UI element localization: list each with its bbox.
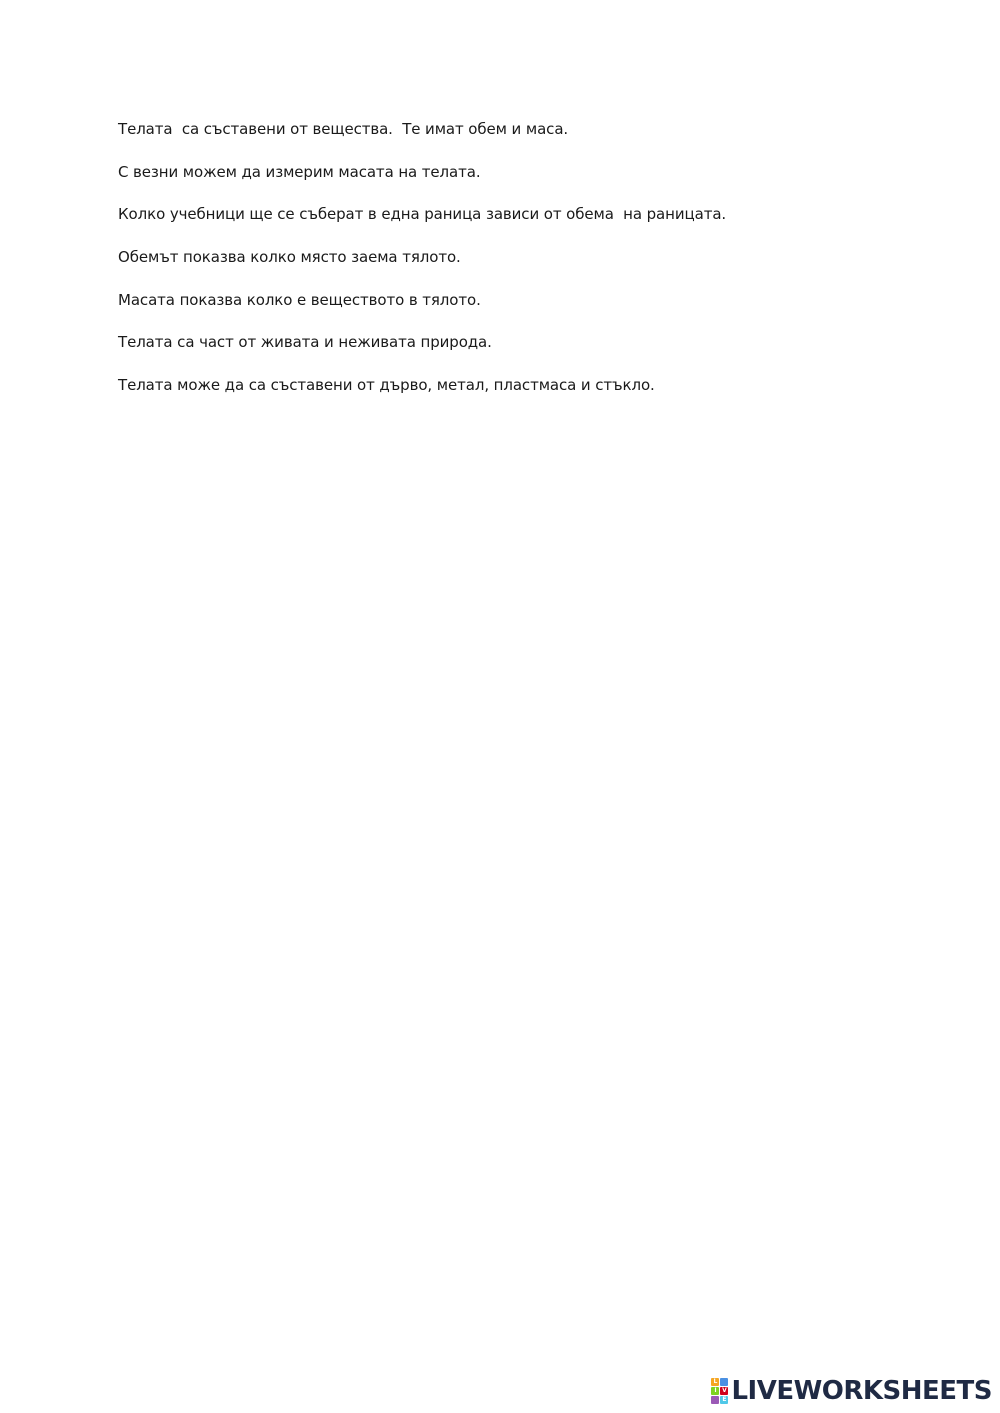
text-line: Телата може да са съставени от дърво, метал, пластмаса и стъкло. — [118, 376, 655, 395]
text-line: Телата са съставени от вещества. Те имат обем и маса. — [118, 120, 569, 138]
text-line: Телата са част от живата и неживата природа. — [118, 333, 492, 352]
logo-square — [720, 1378, 728, 1386]
logo-square: E — [722, 1396, 727, 1403]
logo-square — [711, 1396, 719, 1404]
worksheet-text — [118, 118, 938, 417]
text-line: Колко учебници ще се съберат в една раница зависи от обема на раницата. — [118, 205, 727, 224]
text-line: Обемът показва колко място заема тялото. — [118, 248, 461, 267]
liveworksheets-logo-icon — [711, 1378, 728, 1404]
logo-square: V — [722, 1387, 727, 1394]
liveworksheets-logo — [711, 1375, 992, 1407]
text-line: Масата показва колко е веществото в тялото. — [118, 290, 481, 309]
text-line: С везни можем да измерим масата на телата. — [118, 162, 481, 181]
logo-square: I — [711, 1387, 719, 1395]
logo-square: L — [711, 1378, 719, 1386]
liveworksheets-logo-text: LIVEWORKSHEETS — [731, 1376, 992, 1406]
